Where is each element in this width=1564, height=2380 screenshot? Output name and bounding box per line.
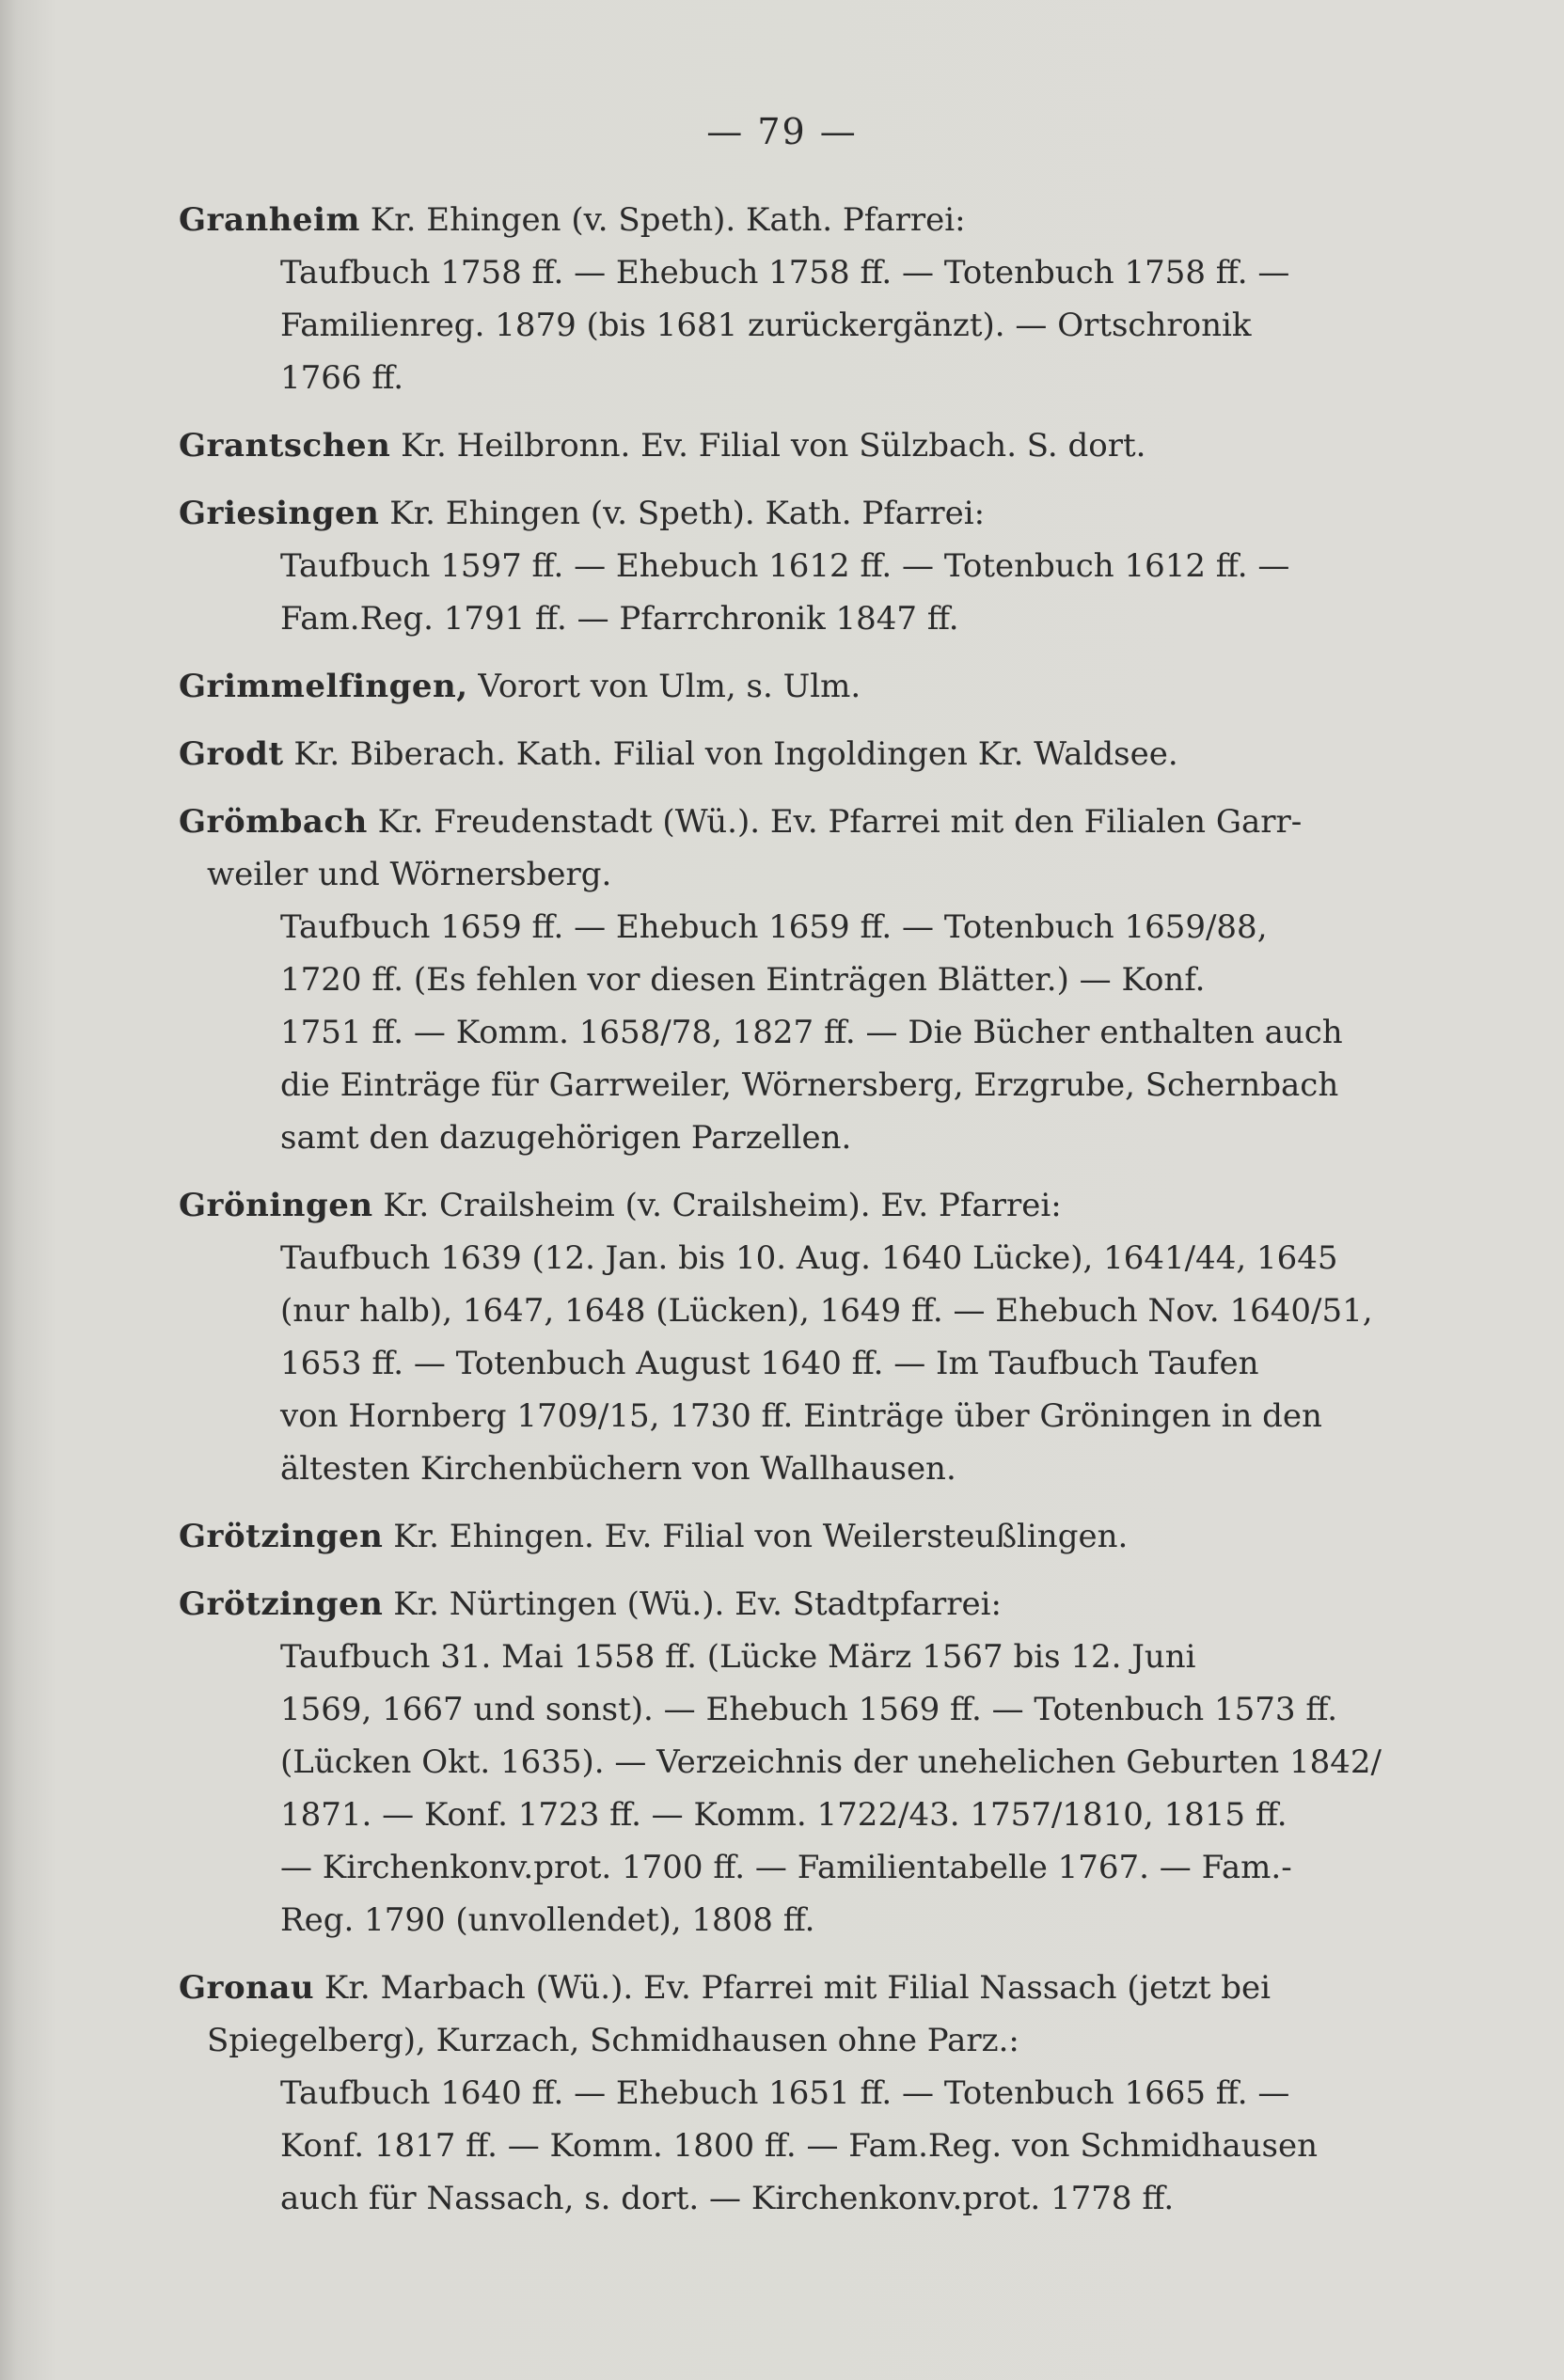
detail-line: Taufbuch 1659 ff. — Ehebuch 1659 ff. — Totenbuch 1659/88, [280,908,1268,946]
place-name: Grodt [179,735,284,773]
detail-line: die Einträge für Garrweiler, Wörnersberg, Erzgrube, Schernbach [280,1066,1339,1104]
detail-line: 1653 ff. — Totenbuch August 1640 ff. — Im Taufbuch Taufen [280,1345,1259,1382]
place-name: Grötzingen [179,1518,384,1555]
detail-line: 1720 ff. (Es fehlen vor diesen Einträgen Blätter.) — Konf. [280,961,1206,999]
detail-line: ältesten Kirchenbüchern von Wallhausen. [280,1450,956,1488]
entry-grimmelfingen [179,660,1392,713]
detail-line: Taufbuch 1639 (12. Jan. bis 10. Aug. 1640 Lücke), 1641/44, 1645 [280,1239,1338,1277]
detail-line: Taufbuch 31. Mai 1558 ff. (Lücke März 1567 bis 12. Juni [280,1638,1196,1676]
page-number: — 79 — [706,111,858,152]
entry-griesingen [179,487,1392,645]
detail-line: Reg. 1790 (unvollendet), 1808 ff. [280,1901,815,1939]
entry-grantschen [179,419,1392,472]
detail-line: 1569, 1667 und sonst). — Ehebuch 1569 ff. — Totenbuch 1573 ff. [280,1691,1338,1728]
entry-grodt [179,728,1392,780]
entry-groembach [179,796,1392,1164]
detail-line: von Hornberg 1709/15, 1730 ff. Einträge über Gröningen in den [280,1397,1322,1435]
place-name: Gröningen [179,1187,373,1224]
place-name: Grötzingen [179,1585,384,1623]
detail-line: Familienreg. 1879 (bis 1681 zurückergänzt). — Ortschronik [280,307,1252,344]
entry-heading: Kr. Crailsheim (v. Crailsheim). Ev. Pfarrei: [372,1187,1062,1224]
detail-line: — Kirchenkonv.prot. 1700 ff. — Familientabelle 1767. — Fam.- [280,1849,1292,1886]
entry-groetzingen-ehingen [179,1510,1392,1563]
heading-continuation: Spiegelberg), Kurzach, Schmidhausen ohne Parz.: [207,2022,1019,2059]
place-name: Grantschen [179,427,391,465]
entry-groeningen [179,1179,1392,1495]
entry-groetzingen-nuertingen [179,1578,1392,1947]
register-entries [179,194,1392,2240]
entry-heading: Kr. Biberach. Kath. Filial von Ingoldingen Kr. Waldsee. [283,735,1178,773]
detail-line: (Lücken Okt. 1635). — Verzeichnis der unehelichen Geburten 1842/ [280,1743,1382,1781]
detail-line: Taufbuch 1640 ff. — Ehebuch 1651 ff. — Totenbuch 1665 ff. — [280,2074,1290,2112]
entry-heading: Vorort von Ulm, s. Ulm. [467,668,861,705]
detail-line: 1751 ff. — Komm. 1658/78, 1827 ff. — Die Bücher enthalten auch [280,1014,1343,1051]
detail-line: 1766 ff. [280,359,404,397]
entry-heading: Kr. Marbach (Wü.). Ev. Pfarrei mit Filial Nassach (jetzt bei [314,1969,1272,2007]
detail-line: Taufbuch 1758 ff. — Ehebuch 1758 ff. — Totenbuch 1758 ff. — [280,254,1290,292]
detail-line: 1871. — Konf. 1723 ff. — Komm. 1722/43. 1757/1810, 1815 ff. [280,1796,1288,1834]
place-name: Gronau [179,1969,315,2007]
entry-heading: Kr. Ehingen (v. Speth). Kath. Pfarrei: [379,495,986,532]
detail-line: Fam.Reg. 1791 ff. — Pfarrchronik 1847 ff. [280,600,959,638]
detail-line: (nur halb), 1647, 1648 (Lücken), 1649 ff. — Ehebuch Nov. 1640/51, [280,1292,1373,1330]
detail-line: auch für Nassach, s. dort. — Kirchenkonv.prot. 1778 ff. [280,2180,1175,2217]
place-name: Grimmelfingen, [179,668,468,705]
entry-heading: Kr. Ehingen. Ev. Filial von Weilersteußlingen. [383,1518,1129,1555]
place-name: Griesingen [179,495,380,532]
place-name: Grömbach [179,803,368,841]
entry-heading: Kr. Heilbronn. Ev. Filial von Sülzbach. S. dort. [390,427,1146,465]
place-name: Granheim [179,201,360,239]
entry-heading: Kr. Ehingen (v. Speth). Kath. Pfarrei: [359,201,966,239]
detail-line: Taufbuch 1597 ff. — Ehebuch 1612 ff. — Totenbuch 1612 ff. — [280,547,1290,585]
entry-gronau [179,1962,1392,2225]
entry-heading: Kr. Freudenstadt (Wü.). Ev. Pfarrei mit den Filialen Garr- [367,803,1303,841]
detail-line: Konf. 1817 ff. — Komm. 1800 ff. — Fam.Reg. von Schmidhausen [280,2127,1319,2165]
entry-heading: Kr. Nürtingen (Wü.). Ev. Stadtpfarrei: [383,1585,1002,1623]
entry-granheim [179,194,1392,404]
detail-line: samt den dazugehörigen Parzellen. [280,1119,852,1157]
heading-continuation: weiler und Wörnersberg. [207,856,612,893]
